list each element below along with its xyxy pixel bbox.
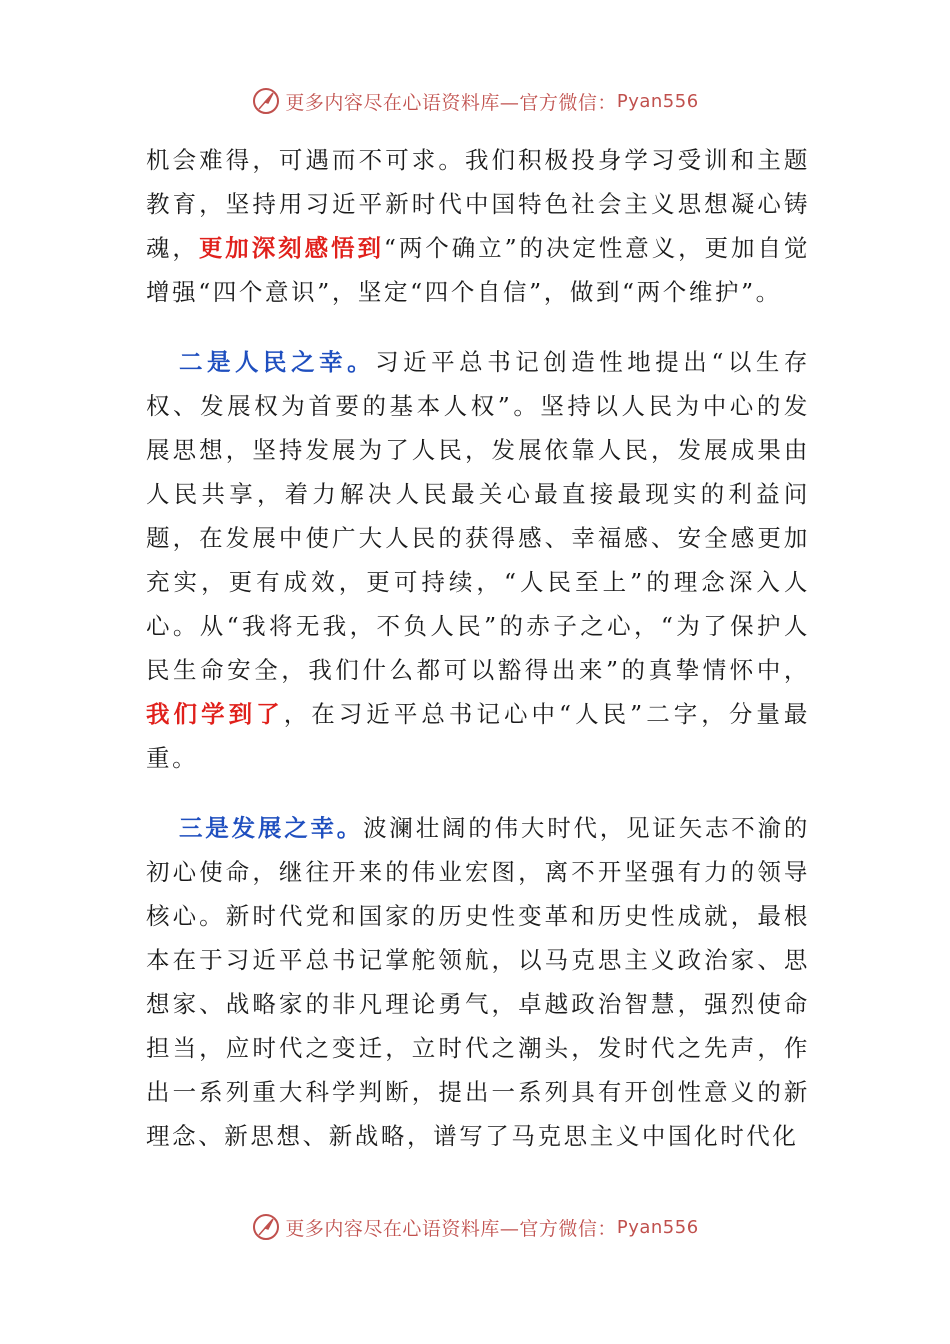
header-banner xyxy=(0,86,950,116)
section-heading-blue: 二是人民之幸。 xyxy=(179,348,376,376)
paragraph-3 xyxy=(146,806,810,1158)
wechat-id: Pyan556 xyxy=(616,1216,699,1238)
highlight-red: 我们学到了 xyxy=(146,700,284,728)
quill-logo-icon xyxy=(251,86,281,116)
highlight-red: 更加深刻感悟到 xyxy=(198,234,384,262)
banner-text: 更多内容尽在心语资料库—官方微信： xyxy=(285,91,617,114)
paragraph-1 xyxy=(146,138,810,314)
text-run: 机会难得，可遇而不可求。我们积极投身学习受训和主题教育，坚持用习近平新时代中国特色社会主义思想凝心铸魂， xyxy=(146,146,810,262)
footer-banner xyxy=(0,1212,950,1242)
quill-logo-icon xyxy=(251,1212,281,1242)
section-heading-blue: 三是发展之幸。 xyxy=(179,814,364,842)
paragraph-2 xyxy=(146,340,810,780)
wechat-id: Pyan556 xyxy=(616,90,699,112)
text-run: 习近平总书记创造性地提出“以生存权、发展权为首要的基本人权”。坚持以人民为中心的发展思想，坚持发展为了人民，发展依靠人民，发展成果由人民共享，着力解决人民最关心最直接最现实的利益问题，在发展中使广大人民的获得感、幸福感、安全感更加充实，更有成效，更可持续，“人民至上”的理念深入人心。从“我将无我，不负人民”的赤子之心，“为了保护人民生命安全，我们什么都可以豁得出来”的真挚情怀中， xyxy=(146,348,810,684)
text-run: “两个确立”的决定性意义，更加自觉增强“四个意识”，坚定“四个自信”，做到“两个维护”。 xyxy=(146,234,810,306)
text-run: 波澜壮阔的伟大时代，见证矢志不渝的初心使命，继往开来的伟业宏图，离不开坚强有力的领导核心。新时代党和国家的历史性变革和历史性成就，最根本在于习近平总书记掌舵领航，以马克思主义政治家、思想家、战略家的非凡理论勇气，卓越政治智慧，强烈使命担当，应时代之变迁，立时代之潮头，发时代之先声，作出一系列重大科学判断，提出一系列具有开创性意义的新理念、新思想、新战略，谱写了马克思主义中国化时代化 xyxy=(146,814,811,1150)
text-run: ，在习近平总书记心中“人民”二字，分量最重。 xyxy=(146,700,811,772)
banner-text: 更多内容尽在心语资料库—官方微信： xyxy=(285,1217,617,1240)
document-body xyxy=(146,138,810,1184)
